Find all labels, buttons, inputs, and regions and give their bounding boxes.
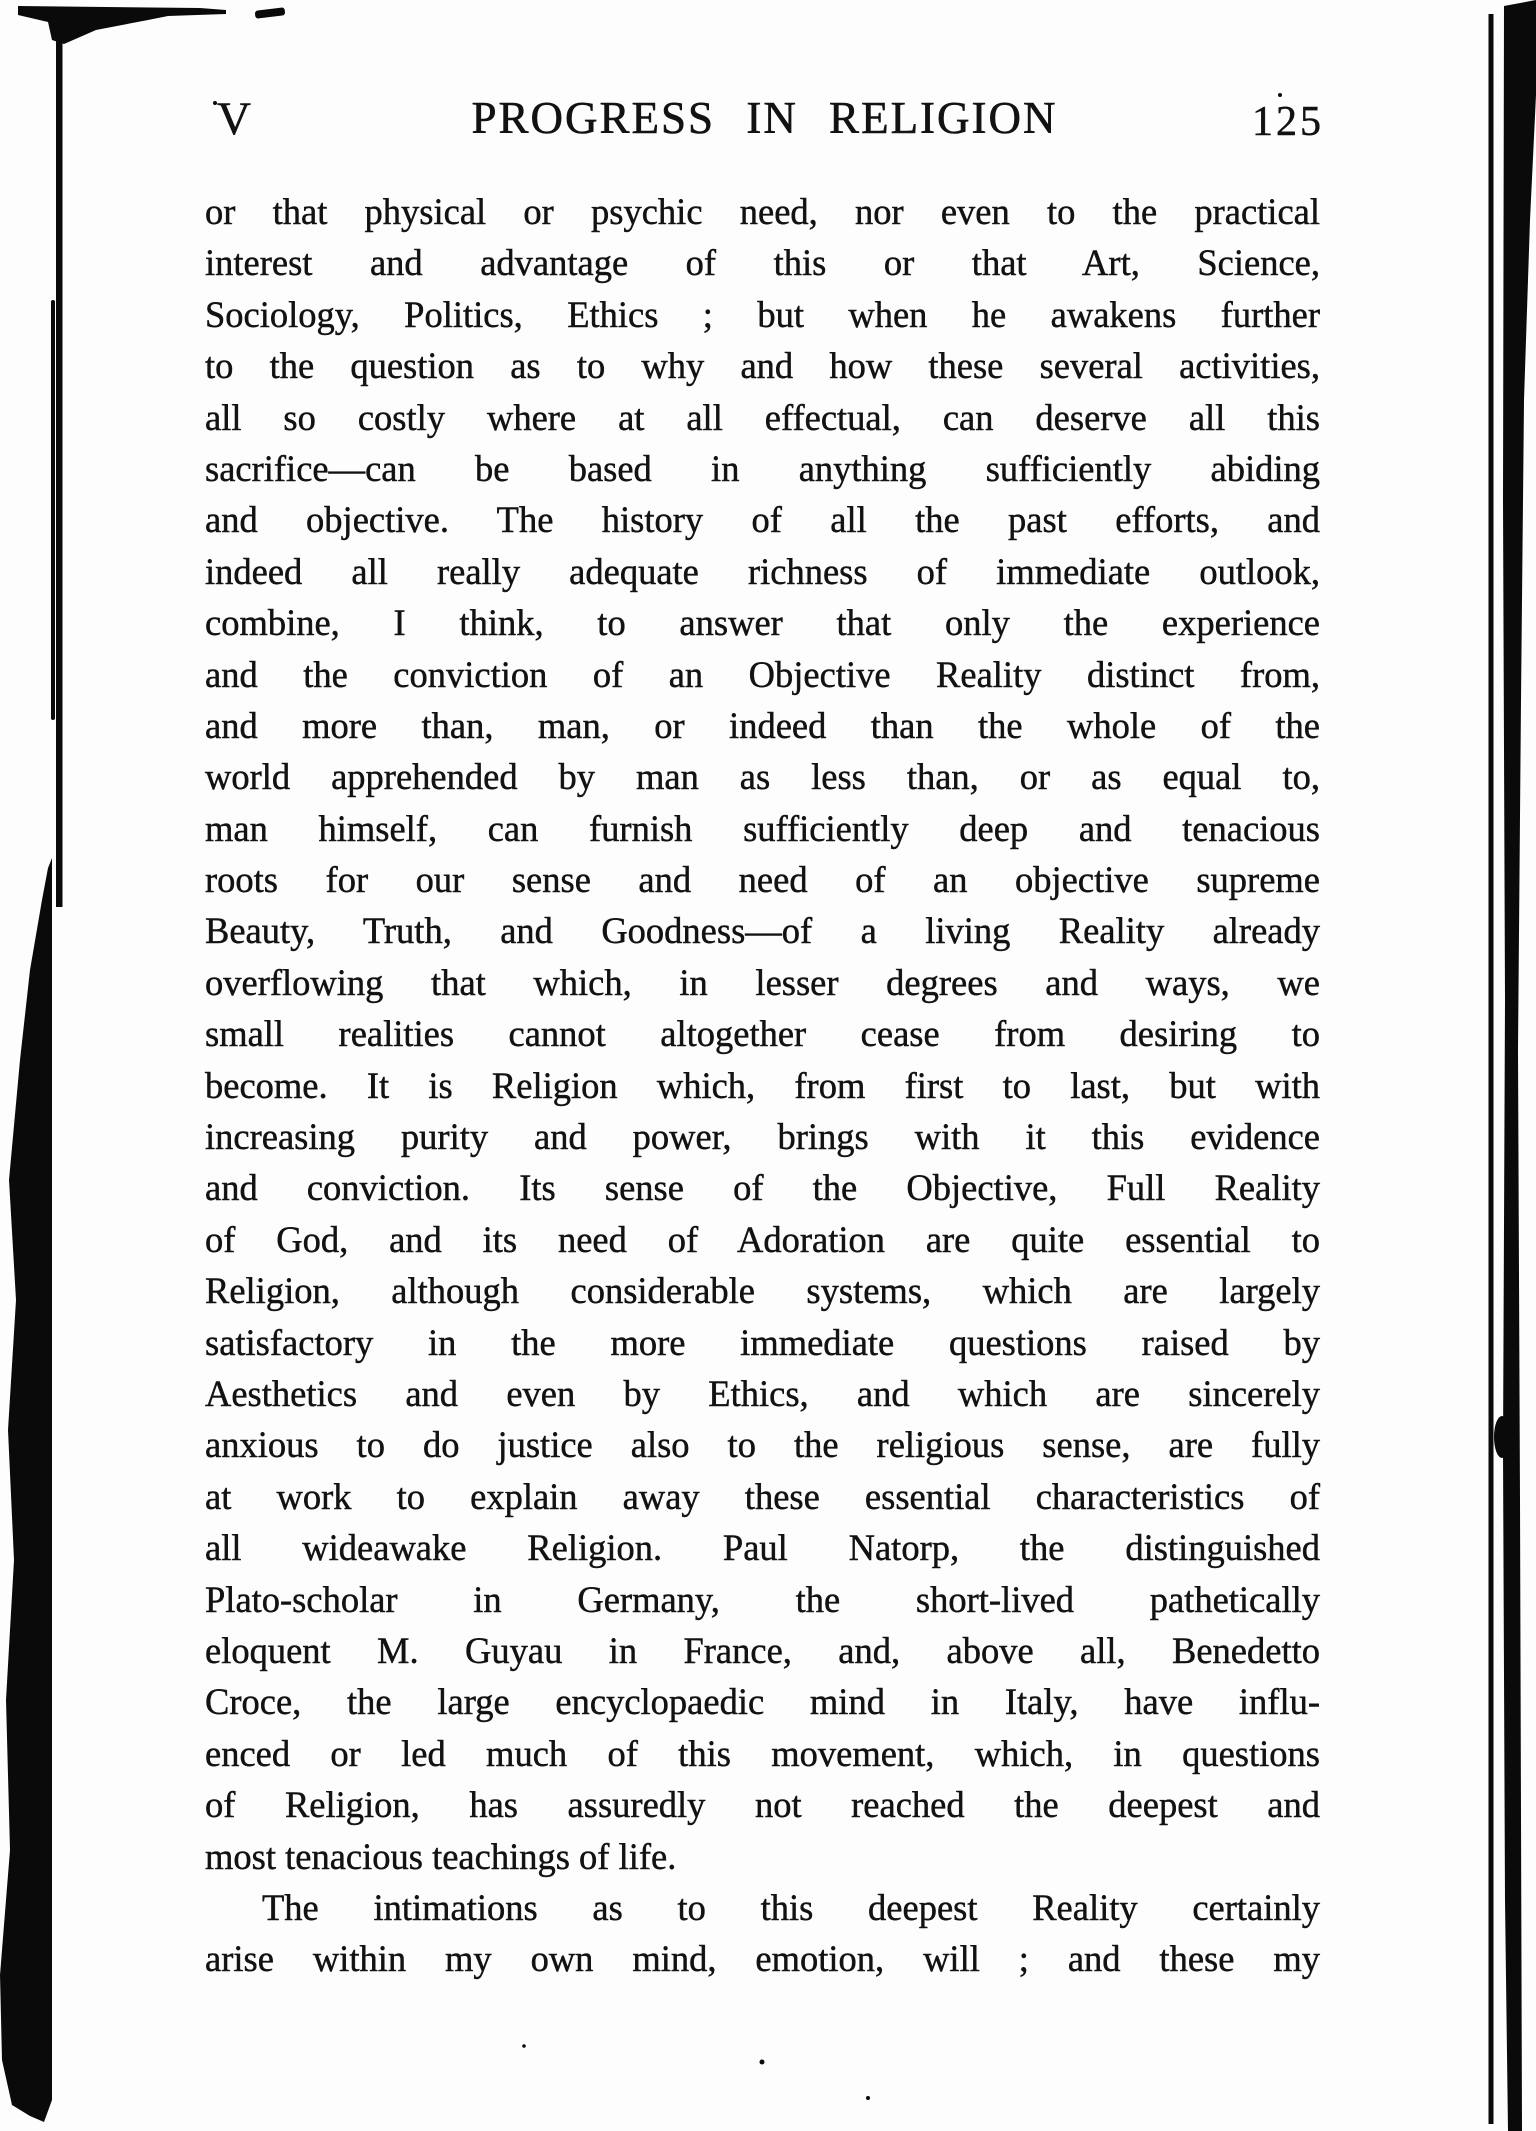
text-line: all so costly where at all effectual, can deserve all this bbox=[205, 396, 1320, 438]
running-title: PROGRESS IN RELIGION bbox=[471, 93, 1058, 143]
text-line: Aesthetics and even by Ethics, and which are sincerely bbox=[205, 1372, 1320, 1414]
text-line: combine, I think, to answer that only the experience bbox=[205, 602, 1320, 644]
text-line: of God, and its need of Adoration are quite essential to bbox=[205, 1218, 1320, 1260]
text-line: world apprehended by man as less than, or as equal to, bbox=[205, 756, 1320, 798]
text-line: most tenacious teachings of life. bbox=[205, 1835, 677, 1877]
text-line: to the question as to why and how these several activities, bbox=[205, 345, 1320, 387]
text-line: indeed all really adequate richness of immediate outlook, bbox=[205, 550, 1320, 592]
text-line: Sociology, Politics, Ethics ; but when he awakens further bbox=[205, 293, 1320, 335]
scan-artifact-right-blob bbox=[1494, 1416, 1510, 1458]
text-line: interest and advantage of this or that Art, Science, bbox=[205, 242, 1320, 284]
scan-artifact-left-line-thick bbox=[51, 300, 55, 720]
text-line: roots for our sense and need of an objective supreme bbox=[205, 859, 1320, 901]
scan-artifact-right-band bbox=[1503, 0, 1536, 2131]
text-line: Croce, the large encyclopaedic mind in Italy, have influ- bbox=[205, 1681, 1320, 1723]
text-line: Plato-scholar in Germany, the short-lived pathetically bbox=[205, 1578, 1320, 1620]
text-line: small realities cannot altogether cease from desiring to bbox=[205, 1013, 1320, 1055]
page-number: 125 bbox=[1252, 99, 1324, 145]
scan-speck bbox=[760, 2060, 765, 2065]
text-line: anxious to do justice also to the religious sense, are fully bbox=[205, 1424, 1320, 1466]
text-line: increasing purity and power, brings with it this evidence bbox=[205, 1116, 1320, 1158]
scan-artifact-right-line bbox=[1489, 14, 1494, 2124]
text-line: and more than, man, or indeed than the whole of the bbox=[205, 704, 1320, 746]
text-line: man himself, can furnish sufficiently deep and tenacious bbox=[205, 807, 1320, 849]
text-line: eloquent M. Guyau in France, and, above all, Benedetto bbox=[205, 1629, 1320, 1671]
text-line: and objective. The history of all the past efforts, and bbox=[205, 499, 1320, 541]
scan-artifact-left-line bbox=[56, 12, 63, 907]
text-line: The intimations as to this deepest Reality certainly bbox=[262, 1886, 1320, 1928]
text-line: and the conviction of an Objective Reality distinct from, bbox=[205, 653, 1320, 695]
scan-speck bbox=[866, 2096, 870, 2100]
text-line: enced or led much of this movement, which, in questions bbox=[205, 1732, 1320, 1774]
text-line: or that physical or psychic need, nor even to the practical bbox=[205, 191, 1320, 232]
scan-speck bbox=[522, 2044, 526, 2048]
text-line: arise within my own mind, emotion, will ; and these my bbox=[205, 1938, 1320, 1980]
page-header bbox=[205, 92, 1324, 148]
body-text bbox=[205, 186, 1320, 1985]
text-line: all wideawake Religion. Paul Natorp, the distinguished bbox=[205, 1527, 1320, 1569]
text-line: sacrifice—can be based in anything sufficiently abiding bbox=[205, 447, 1320, 489]
scan-artifact-left-band bbox=[0, 858, 52, 2122]
chapter-numeral: V bbox=[217, 93, 251, 145]
scan-artifact-top-wedge bbox=[18, 6, 226, 44]
text-line: overflowing that which, in lesser degrees and ways, we bbox=[205, 961, 1320, 1003]
text-line: become. It is Religion which, from first to last, but with bbox=[205, 1064, 1320, 1106]
text-line: satisfactory in the more immediate questions raised by bbox=[205, 1321, 1320, 1363]
text-line: Religion, although considerable systems, which are largely bbox=[205, 1270, 1320, 1312]
text-line: of Religion, has assuredly not reached the deepest and bbox=[205, 1784, 1320, 1826]
text-line: and conviction. Its sense of the Objective, Full Reality bbox=[205, 1167, 1320, 1209]
scan-artifact-top-dash bbox=[255, 7, 286, 19]
text-line: Beauty, Truth, and Goodness—of a living Reality already bbox=[205, 910, 1320, 952]
text-line: at work to explain away these essential characteristics of bbox=[205, 1475, 1320, 1517]
